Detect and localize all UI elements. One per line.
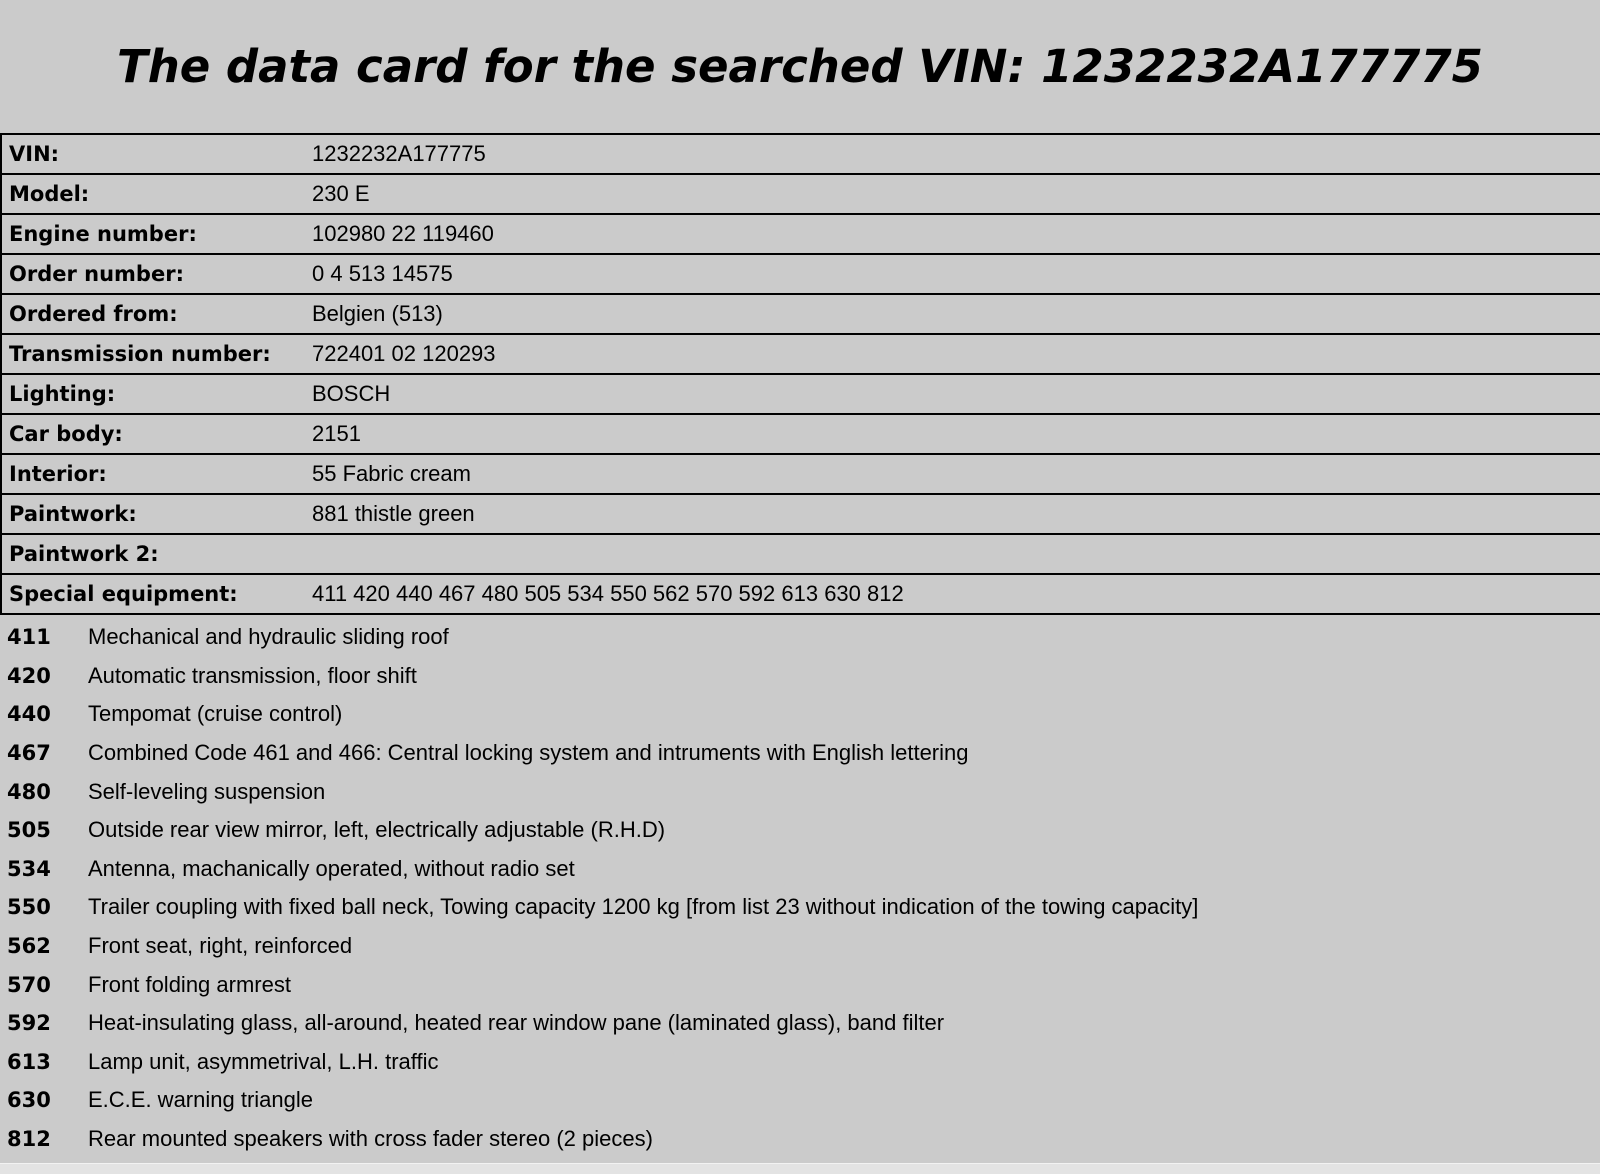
table-row-paintwork — [2, 493, 1600, 533]
equipment-code: 467 — [7, 741, 51, 766]
row-value: 102980 22 119460 — [312, 221, 494, 246]
table-row-lighting — [2, 373, 1600, 413]
equipment-code: 411 — [7, 625, 51, 650]
row-value: 55 Fabric cream — [312, 461, 471, 486]
equipment-code: 550 — [7, 895, 51, 920]
table-row-special-equipment — [2, 573, 1600, 613]
equipment-item — [0, 927, 1600, 966]
row-value: 2151 — [312, 421, 361, 446]
table-row-engine-number — [2, 213, 1600, 253]
equipment-item — [0, 1081, 1600, 1120]
table-row-interior — [2, 453, 1600, 493]
equipment-description: Trailer coupling with fixed ball neck, Towing capacity 1200 kg [from list 23 without indication of the towing capacity] — [88, 894, 1199, 920]
row-value: BOSCH — [312, 381, 391, 406]
equipment-item — [0, 965, 1600, 1004]
table-row-model — [2, 173, 1600, 213]
equipment-description: E.C.E. warning triangle — [88, 1087, 313, 1113]
equipment-description: Heat-insulating glass, all-around, heated rear window pane (laminated glass), band filter — [88, 1010, 945, 1036]
equipment-code: 613 — [7, 1049, 51, 1074]
equipment-description: Rear mounted speakers with cross fader stereo (2 pieces) — [88, 1126, 653, 1152]
row-value: Belgien (513) — [312, 301, 443, 326]
equipment-code: 420 — [7, 663, 51, 688]
horizontal-scrollbar-track[interactable] — [0, 1163, 1600, 1174]
row-value: 881 thistle green — [312, 501, 475, 526]
equipment-item — [0, 811, 1600, 850]
equipment-item — [0, 1043, 1600, 1082]
table-row-car-body — [2, 413, 1600, 453]
equipment-description: Tempomat (cruise control) — [88, 701, 343, 727]
equipment-code: 592 — [7, 1011, 51, 1036]
equipment-item — [0, 1120, 1600, 1159]
row-value: 411 420 440 467 480 505 534 550 562 570 592 613 630 812 — [312, 581, 904, 606]
table-row-transmission-number — [2, 333, 1600, 373]
row-label: Transmission number: — [9, 342, 271, 366]
row-label: Lighting: — [9, 382, 116, 406]
equipment-item — [0, 618, 1600, 657]
row-label: Car body: — [9, 422, 123, 446]
equipment-description: Front seat, right, reinforced — [88, 933, 353, 959]
row-value: 722401 02 120293 — [312, 341, 496, 366]
equipment-code: 570 — [7, 972, 51, 997]
equipment-code: 480 — [7, 779, 51, 804]
equipment-description: Lamp unit, asymmetrival, L.H. traffic — [88, 1048, 439, 1074]
equipment-code: 562 — [7, 934, 51, 959]
equipment-item — [0, 850, 1600, 889]
data-card-table — [0, 133, 1600, 615]
equipment-description: Combined Code 461 and 466: Central locking system and intruments with English lettering — [88, 740, 969, 766]
table-row-order-number — [2, 253, 1600, 293]
equipment-description: Outside rear view mirror, left, electrically adjustable (R.H.D) — [88, 817, 666, 843]
special-equipment-list — [0, 615, 1600, 1158]
equipment-description: Automatic transmission, floor shift — [88, 662, 417, 688]
row-label: Engine number: — [9, 222, 197, 246]
row-label: Paintwork: — [9, 502, 137, 526]
row-label: Model: — [9, 182, 90, 206]
row-label: Ordered from: — [9, 302, 178, 326]
equipment-code: 440 — [7, 702, 51, 727]
equipment-item — [0, 695, 1600, 734]
equipment-description: Antenna, machanically operated, without radio set — [88, 855, 575, 881]
table-row-ordered-from — [2, 293, 1600, 333]
equipment-item — [0, 657, 1600, 696]
page-title: The data card for the searched VIN: 1232232A177775 — [117, 40, 1483, 93]
equipment-code: 505 — [7, 818, 51, 843]
row-label: VIN: — [9, 142, 60, 166]
equipment-description: Front folding armrest — [88, 971, 291, 997]
row-label: Special equipment: — [9, 582, 238, 606]
equipment-code: 630 — [7, 1088, 51, 1113]
row-label: Paintwork 2: — [9, 542, 159, 566]
table-row-paintwork-2 — [2, 533, 1600, 573]
equipment-description: Self-leveling suspension — [88, 778, 326, 804]
row-value: 1232232A177775 — [312, 141, 486, 166]
row-value: 0 4 513 14575 — [312, 261, 453, 286]
equipment-item — [0, 888, 1600, 927]
equipment-item — [0, 772, 1600, 811]
equipment-code: 534 — [7, 856, 51, 881]
table-row-vin — [2, 133, 1600, 173]
row-label: Interior: — [9, 462, 107, 486]
equipment-item — [0, 734, 1600, 773]
equipment-code: 812 — [7, 1127, 51, 1152]
equipment-description: Mechanical and hydraulic sliding roof — [88, 624, 449, 650]
equipment-item — [0, 1004, 1600, 1043]
row-label: Order number: — [9, 262, 184, 286]
row-value: 230 E — [312, 181, 370, 206]
